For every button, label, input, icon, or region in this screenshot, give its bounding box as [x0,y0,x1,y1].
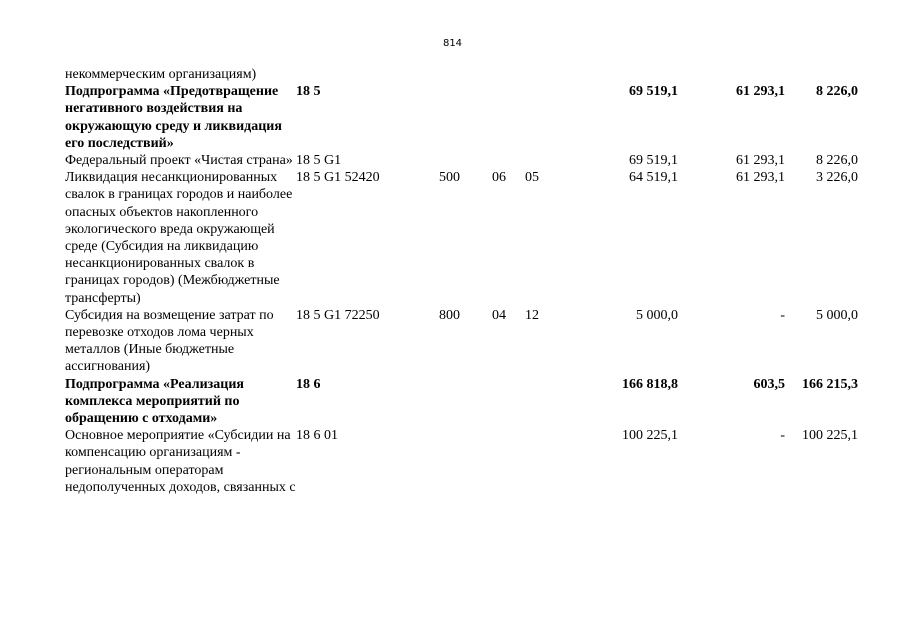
row-pr [525,427,580,496]
table-row [65,152,858,169]
row-vr [439,376,492,428]
row-value-3: 166 215,3 [802,376,858,392]
row-name: Подпрограмма «Предотвращение негативного воздействия на окружающую среду и ликвидация его последствий» [65,84,282,151]
row-rz [492,427,525,496]
row-name: некоммерческим организациям) [65,67,257,82]
row-value-3: 5 000,0 [816,307,858,323]
table-row [65,83,858,152]
row-code: 18 6 [296,376,321,392]
row-value-2: 61 293,1 [736,153,785,169]
row-value-1: 166 818,8 [622,376,678,392]
row-value-2: - [780,307,785,323]
row-name: Федеральный проект «Чистая страна» [65,153,293,169]
row-value-3: 8 226,0 [816,84,858,100]
row-vr [439,66,492,83]
row-value-1: 64 519,1 [629,170,678,186]
budget-table [65,66,858,496]
row-value-1: 69 519,1 [629,153,678,169]
row-value-1 [580,66,678,83]
table-row [65,427,858,496]
row-pr [525,66,580,83]
row-rz: 04 [492,307,506,323]
row-pr: 05 [525,170,539,186]
row-code: 18 5 G1 [296,153,342,169]
row-code [296,66,439,83]
row-rz: 06 [492,170,506,186]
row-code: 18 6 01 [296,428,338,444]
row-value-3: 100 225,1 [802,428,858,444]
row-code: 18 5 G1 72250 [296,307,380,323]
row-rz [492,66,525,83]
row-rz [492,152,525,169]
row-value-3: 8 226,0 [816,153,858,169]
row-pr [525,152,580,169]
row-vr: 800 [439,307,460,323]
row-value-1: 5 000,0 [636,307,678,323]
row-code: 18 5 G1 52420 [296,170,380,186]
row-value-2 [678,66,785,83]
row-pr [525,376,580,428]
row-code: 18 5 [296,84,321,100]
row-vr: 500 [439,170,460,186]
row-value-2: 61 293,1 [736,84,785,100]
row-name: Ликвидация несанкционированных свалок в границах городов и наиболее опасных объектов накопленного экологического вреда окружающей среде (Субсидия на ликвидацию несанкционированных свалок в границах городов) (Межбюджетные трансферты) [65,170,293,306]
row-value-2: 61 293,1 [736,170,785,186]
row-value-3: 3 226,0 [816,170,858,186]
row-pr: 12 [525,307,539,323]
row-value-1: 69 519,1 [629,84,678,100]
row-name: Субсидия на возмещение затрат по перевозке отходов лома черных металлов (Иные бюджетные ассигнования) [65,307,274,375]
page-number: 814 [442,38,463,49]
row-name: Подпрограмма «Реализация комплекса мероприятий по обращению с отходами» [65,376,244,427]
row-pr [525,83,580,152]
row-value-2: - [780,428,785,444]
row-vr [439,83,492,152]
row-rz [492,376,525,428]
table-row [65,307,858,376]
row-vr [439,152,492,169]
row-vr [439,427,492,496]
table-row [65,169,858,307]
row-rz [492,83,525,152]
row-name: Основное мероприятие «Субсидии на компенсацию организациям - региональным операторам недополученных доходов, связанных с [65,428,296,495]
table-row [65,66,858,83]
table-row [65,376,858,428]
row-value-2: 603,5 [753,376,785,392]
row-value-3 [785,66,858,83]
row-value-1: 100 225,1 [622,428,678,444]
